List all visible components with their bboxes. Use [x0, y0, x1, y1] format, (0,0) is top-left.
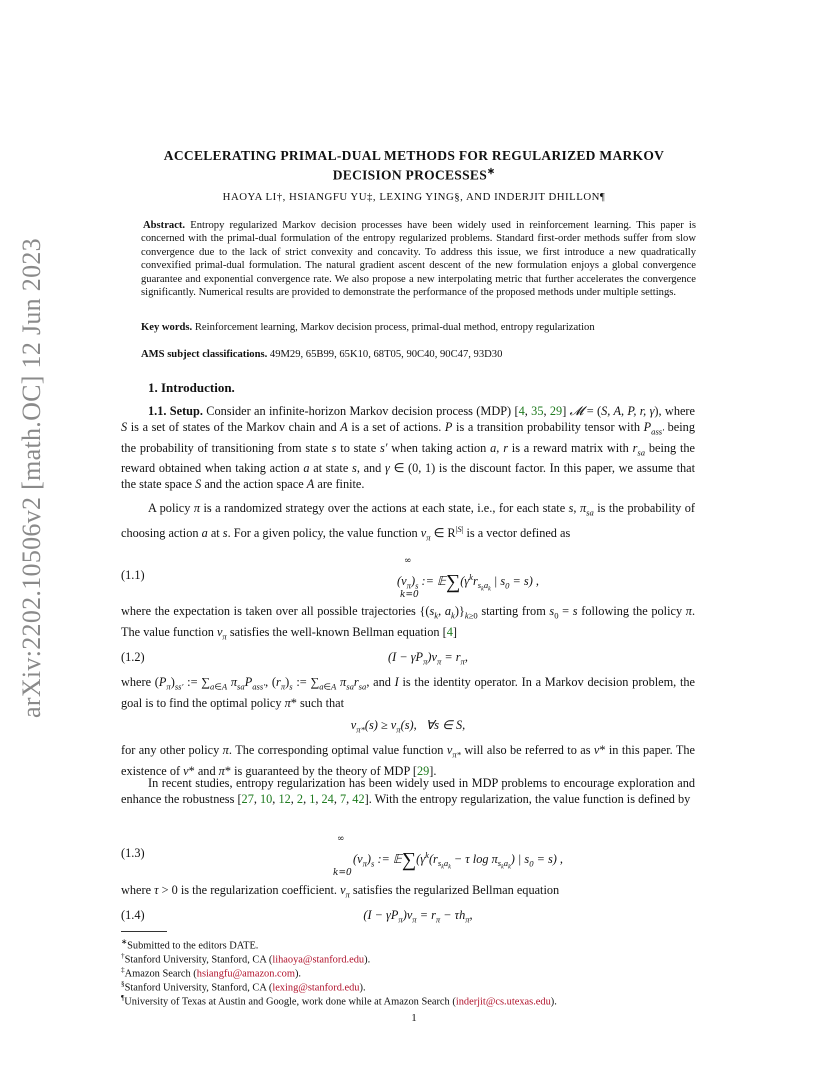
policy-paragraph: A policy π is a randomized strategy over the actions at each state, i.e., for each state s, $\pi_{sa}$ is the probability of choosing action a at s. For a given policy, the value function $v_\pi$ ∈ $R^{|S|}$ is a vector defined as [121, 501, 695, 543]
paper-title [110, 148, 718, 184]
equation-number: (1.1) [121, 568, 145, 582]
paper-page: arXiv:2202.10506v2 [math.OC] 12 Jun 2023 ACCELERATING PRIMAL-DUAL METHODS FOR REGULARIZED MARKOV DECISION PROCESSES∗ HAOYA LI†, HSIANGFU YU‡, LEXING YING§, AND INDERJIT DHILLON¶ Abstract. Entropy regularized Markov decision processes have been widely used in reinforcement learning. This paper is concerned with the primal-dual formulation of the entropy regularized problems. Standard first-order methods suffer from slow convergence due to the lack of strict convexity and concavity. To address this issue, we first introduce a new quadratically convexified primal-dual formulation. The natural gradient ascent descent of the new formulation enjoys a global convergence guarantee and exponential convergence rate. We also propose a new interpolating metric that further accelerates the convergence significantly. Numerical results are provided to demonstrate the performance of the proposed methods under multiple settings. Key words. Reinforcement learning, Markov decision process, primal-dual method, entropy regularization AMS subject classifications. 49M29, 65B99, 65K10, 68T05, 90C40, 90C47, 93D30 1. Introduction. 1.1. Setup. Consider an infinite-horizon Markov decision process (MDP) [4, 35, 29] 𝓜 = (S, A, P, r, γ), where S is a set of states of the Markov chain and A is a set of actions. P is a transition probability tensor with $P_{ass'}$ being the probability of transitioning from state s to state s′ when taking action a, r is a reward matrix with $r_{sa}$ being the reward obtained when taking action a at state s, and γ ∈ (0, 1) is the discount factor. In this paper, we assume that the state space S and the action space A are finite. A policy π is a randomized strategy over the actions at each state, i.e., for each state s, $\pi_{sa}$ is the probability of choosing action a at s. For a given policy, the value function $v_\pi$ ∈ $R^{|S|}$ is a vector defined as (1.1) $(v_\pi)_s$ := $𝔼\sum(\gamma^kr_{s_ka_k}$ | $s_0 = s$) , ∞ k=0 where the expectation is taken over all possible trajectories {($s_k$, $a_k)\}_{k\ge 0}$ starting from $s_0 = s$ following the policy π. The value function $v_\pi$ satisfies the well-known Bellman equation [4] (1.2) $(I - \gamma P_\pi)v_\pi = r_\pi$, where $(P_\pi)_{ss'}$ := $\sum_{a\in A}$ $\pi_{sa}P_{ass'}$, $(r_\pi)_s$ := $\sum_{a\in A}$ $\pi_{sa}r_{sa}$, and I is the identity operator. In a Markov decision problem, the goal is to find the optimal policy π* such that $v_{\pi*}(s) \ge v_\pi(s)$, ∀s ∈ S, for any other policy π. The corresponding optimal value function $v_{\pi*}$ will also be referred to as v* in this paper. The existence of v* and π* is guaranteed by the theory of MDP [29]. In recent studies, entropy regularization has been widely used in MDP problems to encourage exploration and enhance the robustness [27, 10, 12, 2, 1, 24, 7, 42]. With the entropy regularization, the value function is defined by (1.3) $(v_\pi)_s$ := $𝔼\sum(\gamma^k(r_{s_ka_k} - \tau$ $\log \pi_{s_ka_k}$) | $s_0 = s$) , ∞ k=0 where τ > 0 is the regularization coefficient. $v_\pi$ satisfies the regularized Bellman equation (1.4) $(I - \gamma P_\pi)v_\pi = r_\pi - \tau h_\pi$, ∗Submitted to the editors DATE. †Stanford University, Stanford, CA (lihaoya@stanford.edu). ‡Amazon Search (hsiangfu@amazon.com). §Stanford University, Stanford, CA (lexing@stanford.edu). ¶University of Texas at Austin and Google, work done while at Amazon Search (inderjit@cs.utexas.edu). 1 [0, 0, 828, 1072]
page-number: 1 [411, 1012, 417, 1024]
subsection-heading: 1.1. Setup. [148, 404, 203, 418]
keywords [141, 322, 701, 333]
entropy-paragraph: In recent studies, entropy regularization has been widely used in MDP problems to encourage exploration and enhance the robustness [27, 10, 12, 2, 1, 24, 7, 42]. With the entropy regularization, the value function is defined by [121, 776, 695, 807]
arxiv-stamp [8, 238, 56, 718]
regularized-bellman-paragraph: where τ > 0 is the regularization coefficient. $v_\pi$ satisfies the regularized Bellman equation [121, 883, 560, 900]
title-line-2: DECISION PROCESSES [332, 167, 488, 183]
equation-number: (1.4) [121, 908, 145, 922]
footnote-rule [121, 931, 167, 932]
optimality-condition: $v_{\pi*}(s) \ge v_\pi(s)$, ∀s ∈ S, [350, 718, 466, 735]
author-list: HAOYA LI†, HSIANGFU YU‡, LEXING YING§, AND INDERJIT DHILLON¶ [222, 191, 606, 203]
email-link[interactable]: lihaoya@stanford.edu [272, 954, 365, 966]
abstract [141, 219, 696, 299]
abstract-label: Abstract. [143, 220, 186, 231]
title-footnote-mark: ∗ [487, 167, 496, 177]
arxiv-stamp-text: arXiv:2202.10506v2 [math.OC] 12 Jun 2023 [17, 238, 46, 718]
footnote-4: §Stanford University, Stanford, CA (lexing@stanford.edu). [121, 980, 366, 994]
footnote-5: ¶University of Texas at Austin and Google, work done while at Amazon Search (inderjit@cs.utexas.edu). [121, 994, 557, 1008]
abstract-text: Entropy regularized Markov decision processes have been widely used in reinforcement learning. This paper is concerned with the primal-dual formulation of the entropy regularized problems. Standard first-order methods suffer from slow convergence due to the lack of strict convexity and concavity. To address this issue, we first introduce a new quadratically convexified primal-dual formulation. The natural gradient ascent descent of the new formulation enjoys a global convergence guarantee and exponential convergence rate. We also propose a new interpolating metric that further accelerates the convergence significantly. Numerical results are provided to demonstrate the performance of the proposed methods under multiple settings. [141, 220, 696, 299]
email-link[interactable]: inderjit@cs.utexas.edu [455, 996, 551, 1008]
title-line-1: ACCELERATING PRIMAL-DUAL METHODS FOR REGULARIZED MARKOV [163, 148, 665, 163]
setup-paragraph: 1.1. Setup. Consider an infinite-horizon Markov decision process (MDP) [4, 35, 29] 𝓜 = (S, A, P, r, γ), where S is a set of states of the Markov chain and A is a set of actions. P is a transition probability tensor with $P_{ass'}$ being the probability of transitioning from state s to state s′ when taking action a, r is a reward matrix with $r_{sa}$ being the reward obtained when taking action a at state s, and γ ∈ (0, 1) is the discount factor. In this paper, we assume that the state space S and the action space A are finite. [121, 404, 696, 492]
equation-number: (1.3) [121, 846, 145, 860]
equation-number: (1.2) [121, 650, 145, 664]
definitions-paragraph: where $(P_\pi)_{ss'}$ := $\sum_{a\in A}$ $\pi_{sa}P_{ass'}$, $(r_\pi)_s$ := $\sum_{a\in A}$ $\pi_{sa}r_{sa}$, and I is the identity operator. In a Markov decision problem, the goal is to find the optimal policy π* such that [121, 675, 695, 710]
optimal-value-paragraph: for any other policy π. The corresponding optimal value function $v_{\pi*}$ will also be referred to as v* in this paper. The existence of v* and π* is guaranteed by the theory of MDP [29]. [121, 743, 695, 778]
email-link[interactable]: hsiangfu@amazon.com [196, 968, 295, 980]
keywords-text: Reinforcement learning, Markov decision process, primal-dual method, entropy regularization [194, 322, 595, 333]
equation-1-4: (1.4) $(I - \gamma P_\pi)v_\pi = r_\pi - \tau h_\pi$, [121, 908, 473, 925]
ams-text: 49M29, 65B99, 65K10, 68T05, 90C40, 90C47, 93D30 [269, 349, 503, 360]
equation-1-1: (1.1) $(v_\pi)_s$ := $𝔼\sum(\gamma^kr_{s_ka_k}$ | $s_0 = s$) , [121, 568, 539, 594]
footnote-2: †Stanford University, Stanford, CA (lihaoya@stanford.edu). [121, 952, 371, 966]
email-link[interactable]: lexing@stanford.edu [272, 982, 360, 994]
expectation-paragraph: where the expectation is taken over all possible trajectories {($s_k$, $a_k)\}_{k\ge 0}$ starting from $s_0 = s$ following the policy π. The value function $v_\pi$ satisfies the well-known Bellman equation [4] [121, 604, 696, 641]
footnote-3: ‡Amazon Search (hsiangfu@amazon.com). [121, 966, 301, 980]
keywords-label: Key words. [141, 322, 193, 333]
footnote-1: ∗Submitted to the editors DATE. [121, 938, 259, 952]
equation-1-3: (1.3) $(v_\pi)_s$ := $𝔼\sum(\gamma^k(r_{s_ka_k} - \tau$ $\log \pi_{s_ka_k}$) | $s_0 = s$) , [121, 846, 563, 872]
ams-classifications [141, 349, 701, 360]
ams-label: AMS subject classifications. [141, 349, 268, 360]
equation-1-2: (1.2) $(I - \gamma P_\pi)v_\pi = r_\pi$, [121, 650, 468, 667]
section-heading: 1. Introduction. [148, 380, 235, 395]
